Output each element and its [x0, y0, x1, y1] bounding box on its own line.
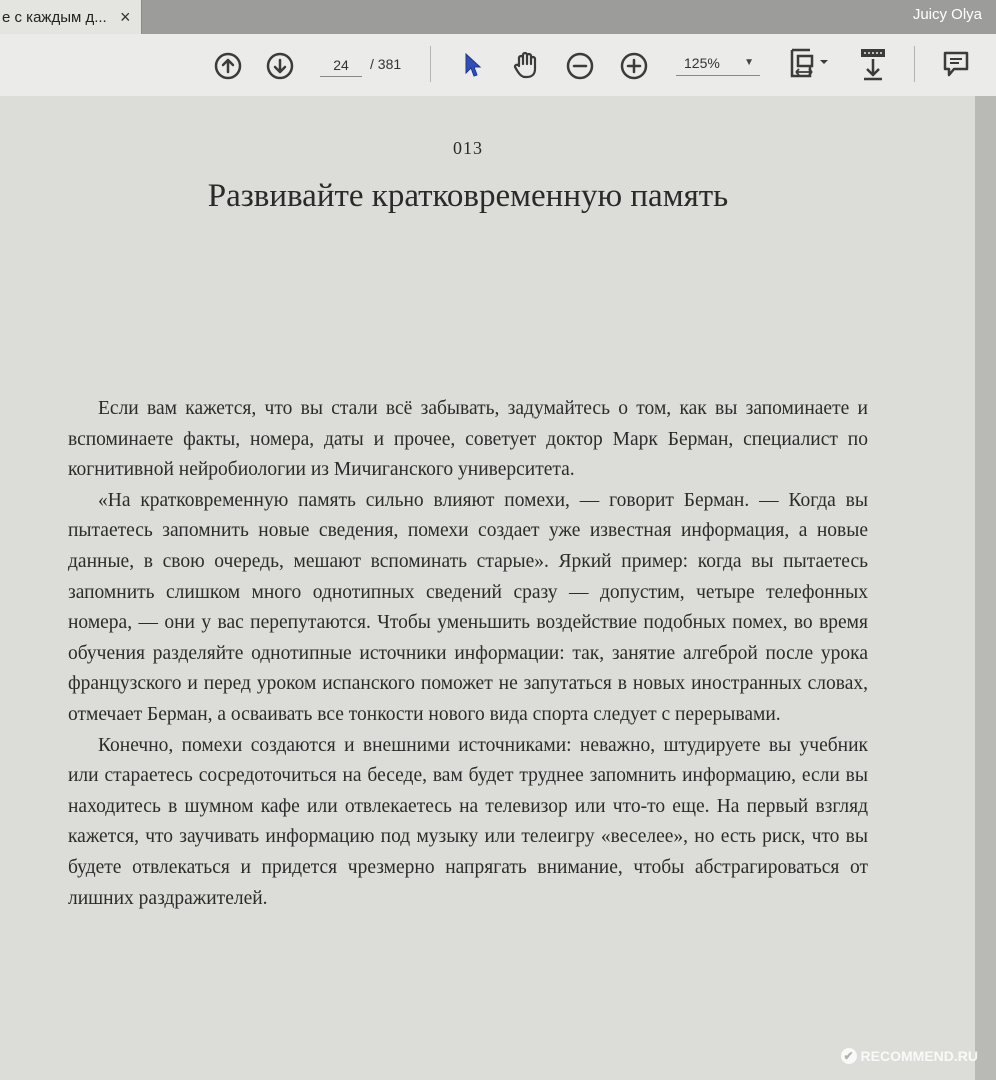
close-tab-icon[interactable]: ×	[120, 7, 131, 27]
fit-page-button[interactable]	[788, 46, 836, 82]
next-page-icon	[266, 52, 294, 80]
scroll-mode-button[interactable]	[858, 46, 888, 82]
paragraph: «На кратковременную память сильно влияют помехи, — говорит Берман. — Когда вы пытаетесь запомнить новые сведения, помехи создает уже известная информация, а новые данные, в свою очередь, мешают вспоминать старые». Яркий пример: когда вы пытаетесь запомнить слишком много однотипных сведений сразу — допустим, четыре телефонных номера, — они у вас перепутаются. Чтобы уменьшить воздействие подобных помех, во время обучения разделяйте однотипные источники информации: так, занятие алгеброй после урока французского и перед уроком испанского поможет не запутаться в новых иностранных словах, отмечает Берман, а осваивать все тонкости нового вида спорта следует с перерывами.	[68, 489, 868, 725]
prev-page-button[interactable]	[214, 52, 242, 80]
watermark	[841, 1048, 978, 1064]
paragraph: Конечно, помехи создаются и внешними источниками: неважно, штудируете вы учебник или стараетесь сосредоточиться на беседе, вам будет труднее запомнить информацию, если вы находитесь в шумном кафе или отвлекаетесь на телевизор или что-то еще. На первый взгляд кажется, что заучивать информацию под музыку или телеигру «веселее», но есть риск, что вы будете отвлекаться и придется чрезмерно напрягать внимание, чтобы абстрагироваться от лишних раздражителей.	[68, 734, 868, 909]
recommend-logo-icon: ✔	[841, 1048, 857, 1064]
page-number-input[interactable]	[320, 54, 362, 77]
hand-tool-icon	[511, 50, 541, 80]
chevron-down-icon: ▼	[744, 57, 754, 68]
hand-tool-button[interactable]	[510, 50, 542, 80]
chapter-title: Развивайте кратковременную память	[207, 178, 729, 214]
tab-strip	[0, 0, 996, 34]
zoom-out-button[interactable]	[566, 52, 594, 80]
toolbar-divider	[430, 46, 431, 82]
comment-icon	[941, 49, 971, 79]
chapter-number: 013	[453, 138, 483, 158]
document-tab[interactable]	[0, 0, 142, 34]
comment-button[interactable]	[940, 48, 972, 80]
next-page-button[interactable]	[266, 52, 294, 80]
user-name: Juicy Olya	[912, 6, 982, 23]
tab-title: е с каждым д...	[2, 8, 107, 26]
zoom-out-icon	[566, 52, 594, 80]
paragraph: Если вам кажется, что вы стали всё забывать, задумайтесь о том, как вы запоминаете и вспоминаете факты, номера, даты и прочее, советует доктор Марк Берман, специалист по когнитивной нейробиологии из Мичиганского университета.	[68, 398, 868, 481]
page-total: / 381	[370, 56, 402, 72]
zoom-in-button[interactable]	[620, 52, 648, 80]
pdf-toolbar	[0, 34, 996, 97]
zoom-select[interactable]	[676, 50, 760, 76]
page-edge	[975, 96, 996, 1080]
toolbar-divider	[914, 46, 915, 82]
select-cursor-icon	[461, 51, 483, 79]
watermark-text: RECOMMEND.RU	[860, 1048, 978, 1064]
body-text	[68, 394, 868, 914]
pdf-page[interactable]	[0, 96, 975, 1080]
scroll-mode-icon	[858, 46, 888, 82]
prev-page-icon	[214, 52, 242, 80]
select-tool-button[interactable]	[458, 50, 486, 80]
fit-page-icon	[788, 46, 836, 82]
zoom-in-icon	[620, 52, 648, 80]
zoom-value: 125%	[684, 54, 720, 71]
